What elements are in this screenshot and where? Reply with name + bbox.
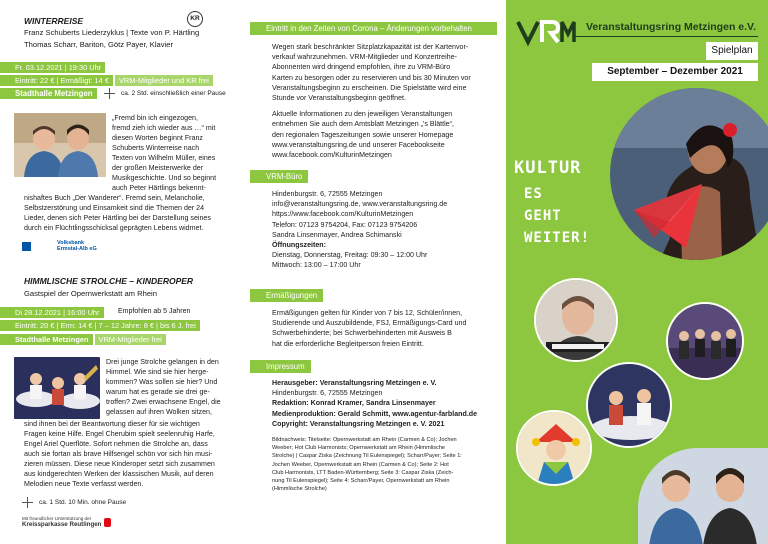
event2-intro-line: gelassen auf ihren Wolken sitzen, (106, 408, 212, 416)
event2-intro (106, 357, 250, 417)
event2-text-line: auch sie fortan als brave Hilfsengel schön vor sich hin musi- (24, 450, 213, 458)
event1-sponsor (22, 240, 97, 252)
event1-venue: Stadthalle Metzingen (0, 88, 97, 99)
photo-circle-band (666, 302, 744, 380)
hero-photo (610, 88, 768, 260)
event1-pause-text: ca. 2 Std. einschließlich einer Pause (121, 90, 226, 97)
sponsor-name: Kreissparkasse Reutlingen (22, 521, 102, 528)
org-name: Veranstaltungsring Metzingen e.V. (586, 21, 756, 33)
event1-quote-line: der großen Meisterwerke der (112, 164, 204, 172)
event1-performers: Thomas Scharr, Bariton, Götz Payer, Klavier (24, 40, 173, 49)
column-events (0, 0, 250, 544)
compass-icon (104, 88, 115, 99)
corona-line: entnehmen Sie auch dem Amtsblatt Metzingen „'s Blättle“, (272, 120, 454, 129)
sparkasse-logo-icon (104, 518, 111, 527)
vrm-logo-icon (514, 16, 578, 48)
event2-text-line: Engel Ariel Querflöte. Sofort nehmen die Strolche an, dass (24, 440, 208, 448)
slogan-line-3: WEITER! (524, 230, 591, 246)
event1-members: VRM-Mitglieder und KR frei (115, 75, 213, 86)
photo-duo-corner (638, 448, 768, 544)
office-heading: VRM-Büro (250, 170, 308, 183)
discounts-line: Ermäßigungen gelten für Kinder von 7 bis 12, Schüler/innen, (272, 309, 463, 317)
event2-intro-line: kommen? Was sollen sie hier? Und (106, 378, 218, 386)
office-line: Telefon: 07123 9754204, Fax: 07123 9754206 (272, 220, 418, 229)
event1-price: Eintritt: 22 € | Ermäßigt: 14 € (0, 75, 113, 86)
event1-quote-line: „Fremd bin ich eingezogen, (112, 114, 198, 122)
event2-intro-line: Drei junge Strolche gelangen in den (106, 358, 219, 366)
event2-venue: Stadthalle Metzingen (0, 334, 93, 345)
slogan-line-2: GEHT (524, 208, 562, 224)
discounts-heading: Ermäßigungen (250, 289, 323, 302)
event1-quote-line: Musikgeschichte. Und so beginnt (112, 174, 217, 182)
period-label: September – Dezember 2021 (592, 63, 758, 81)
office-hours-line: Mittwoch: 13:00 – 17:00 Uhr (272, 261, 361, 270)
corona-text (272, 42, 498, 160)
event2-pause-text: ca. 1 Std. 10 Min. ohne Pause (39, 499, 127, 506)
event1-text-line: Selbstzerstörung und Einsamkeit sind die Themen der 24 (24, 204, 205, 212)
imprint-line: Medienproduktion: Gerald Schmitt, www.agentur-farbland.de (272, 409, 478, 418)
event2-text-line: Melodien neue Texte verfasst werden. (24, 480, 144, 488)
program-label: Spielplan (706, 42, 758, 60)
event2-text-line: aus kindgerechten Werken der klassischen Musik, auf deren (24, 470, 214, 478)
photo-circle-man (534, 278, 618, 362)
kultur-headline: KULTUR (514, 158, 582, 178)
office-line: Sandra Linsenmayer, Andrea Schimanski (272, 230, 402, 239)
corona-heading: Eintritt in den Zeiten von Corona – Änderungen vorbehalten (250, 22, 497, 35)
event1-text-line: durch ein Flüchtlingsschicksal geprägten Lebens widmet. (24, 224, 204, 232)
event2-intro-line: troffen? Zwei erwachsene Engel, die (106, 398, 221, 406)
event1-quote-line: Texten von Wilhelm Müller, eines (112, 154, 216, 162)
imprint-line: Redaktion: Konrad Kramer, Sandra Linsenmayer (272, 399, 436, 408)
credits-line: Bildnachweis: Titelseite: Opernwerkstatt am Rhein (Carmen & Co); Jochen (272, 437, 457, 443)
event1-quote (112, 113, 250, 193)
credits-line: Strolche) | Caspar Ziska (Zeichnung Til Eulenspiegel); Scharr/Payer; Seite 1: (272, 453, 462, 460)
event1-date: Fr. 03.12.2021 | 19:30 Uhr (0, 62, 105, 73)
office-text (272, 189, 498, 271)
volksbank-logo-icon (22, 242, 31, 251)
imprint-line: Copyright: Veranstaltungsring Metzingen e. V. 2021 (272, 419, 445, 428)
imprint-heading: Impressum (250, 360, 311, 373)
slogan-line-1: ES (524, 186, 543, 202)
sponsor-name-line2: Ermstal-Alb eG (57, 246, 97, 252)
corona-line: Aktuelle Informationen zu den jeweiligen Veranstaltungen (272, 110, 453, 119)
office-line: https://www.facebook.com/KulturinMetzingen (272, 210, 414, 219)
corona-line: den regionalen Tageszeitungen sowie unserer Homepage (272, 130, 454, 139)
event1-subtitle: Franz Schuberts Liederzyklus | Texte von P. Härtling (24, 28, 200, 37)
event2-title: HIMMLISCHE STROLCHE – KINDEROPER (24, 276, 194, 286)
corona-line: verkauf wahrzunehmen. VRM-Mitglieder und Konzertreihe- (272, 53, 457, 62)
corona-line: Veranstaltungsbeginn zu erscheinen. Die Spielstätte wird eine (272, 83, 467, 92)
event1-pause (104, 88, 226, 99)
office-line: Hindenburgstr. 6, 72555 Metzingen (272, 190, 383, 198)
event1-photo (14, 113, 106, 177)
event2-age: Empfohlen ab 5 Jahren (118, 308, 191, 315)
imprint-line: Herausgeber: Veranstaltungsring Metzingen e. V. (272, 379, 437, 387)
corona-line: Karten zu besorgen oder zu reservieren und bis 30 Minuten vor (272, 73, 471, 82)
office-hours-label: Öffnungszeiten: (272, 241, 326, 250)
event2-intro-line: Himmel. Wie sind sie hier herge- (106, 368, 209, 376)
credits-line: Weeber; Hot Club Harmonists; Opernwerkstatt am Rhein (Himmlische (272, 445, 446, 452)
event2-text-line: zieren müssen. Diese neue Kinderoper setzt sich zusammen (24, 460, 215, 468)
event1-title: WINTERREISE (24, 16, 84, 26)
event1-quote-line: fremd zieh ich wieder aus …“ mit (112, 124, 216, 132)
credits-line: nung Til Eulenspiegel); Seite 4: Scharr/Payer, Opernwerkstatt am Rhein (272, 478, 450, 485)
event2-prices: Eintritt: 20 € | Erm: 14 € | 7 – 12 Jahre: 8 € | bis 6 J. frei (0, 320, 200, 331)
event2-sponsor (22, 516, 111, 528)
org-divider (574, 36, 758, 37)
corona-line: Wegen stark beschränkter Sitzplatzkapazität ist der Kartenvor- (272, 43, 469, 51)
discounts-line: hat die erforderliche Begleitperson freien Eintritt. (272, 339, 424, 348)
event2-pause (22, 497, 126, 508)
event2-date: Di 28.12.2021 | 16:00 Uhr (0, 307, 104, 318)
event1-text-line: Lieder, denen sich Peter Härtling bei der Darstellung seines (24, 214, 211, 222)
photo-circle-kids (586, 362, 672, 448)
event1-text-line: nishaftes Buch „Der Wanderer“. Fremd sein, Melancholie, (24, 194, 205, 202)
corona-line: Stunde vor Veranstaltungsbeginn geöffnet. (272, 94, 406, 103)
event2-text-line: Fragen keine Hilfe. Engel Cherubim spielt seelenruhig Harfe, (24, 430, 215, 438)
corona-line: www.facebook.com/KulturinMetzingen (272, 151, 392, 160)
event2-text-line: sind ihnen bei der Beantwortung dieser für sie wichtigen (24, 420, 200, 428)
discounts-line: Studierende und Auszubildende, FSJ, Ermäßigungs-Card und (272, 319, 467, 328)
event1-quote-line: diesen Worten beginnt Franz (112, 134, 203, 142)
event2-intro-line: warum hat es gerade sie drei ge- (106, 388, 210, 396)
imprint-line: Hindenburgstr. 6, 72555 Metzingen (272, 389, 383, 398)
event2-venue-row (0, 334, 166, 345)
imprint-text (272, 378, 498, 429)
event2-members: VRM-Mitglieder frei (95, 334, 166, 345)
discounts-text (272, 308, 498, 349)
photo-circle-jester (516, 410, 592, 486)
office-hours-line: Dienstag, Donnerstag, Freitag: 09:30 – 12:00 Uhr (272, 251, 428, 260)
imprint-credits (272, 436, 498, 493)
credits-line: Club Harmonists, LTT Baden-Württemberg; Seite 3: Caspar Ziska (Zeich- (272, 469, 454, 476)
compass-icon (22, 497, 33, 508)
event2-text (24, 419, 250, 489)
sponsor-caption: Mit freundlicher Unterstützung der (22, 516, 92, 521)
cover-panel (506, 0, 768, 544)
office-line: info@veranstaltungsring.de, www.veranstaltungsring.de (272, 200, 448, 209)
event1-prices (0, 75, 213, 86)
sponsor-name: Volksbank (57, 240, 85, 246)
corona-line: www.veranstaltungsring.de und unserer Facebookseite (272, 140, 445, 149)
event2-subtitle: Gastspiel der Opernwerkstatt am Rhein (24, 289, 157, 298)
event1-quote-line: auch Peter Härtlings bekennt- (112, 184, 206, 192)
credits-line: (Himmlische Strolche) (272, 486, 327, 493)
event1-quote-line: Schuberts Winterreise nach (112, 144, 200, 152)
discounts-line: Schwerbehinderte; bei Schwerbehinderten mit Ausweis B (272, 329, 452, 338)
credits-line: Jochen Weeber, Opernwerkstatt am Rhein (Carmen & Co); Seite 2: Hot (272, 461, 449, 468)
event1-text (24, 193, 250, 233)
kr-badge: KR (187, 11, 203, 27)
column-info (250, 0, 506, 544)
event2-photo (14, 357, 100, 419)
corona-line: Abonnenten wird dringend empfohlen, ihre zu VRM-Büro (272, 63, 451, 72)
